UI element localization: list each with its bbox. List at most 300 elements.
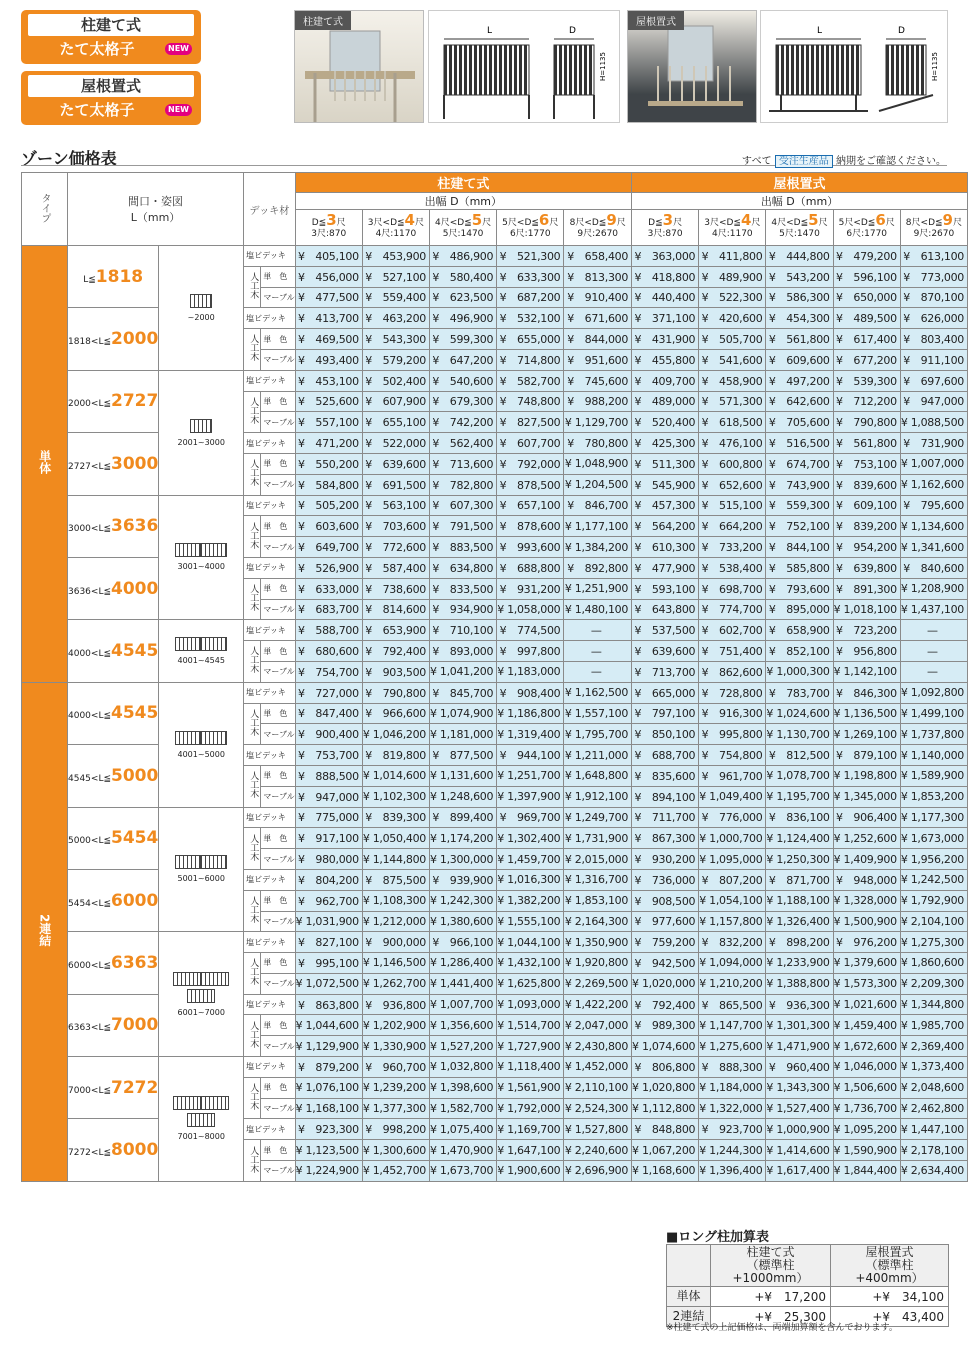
price-cell: ¥ 2,110,100	[564, 1077, 632, 1098]
price-cell: ¥ 607,700	[497, 433, 564, 454]
price-cell: ¥ 710,100	[430, 620, 497, 641]
deck-type-label: 塩ビデッキ	[244, 807, 296, 828]
frontage-number: 5454	[111, 828, 159, 849]
frontage-prefix: 7000<L≦	[68, 1085, 112, 1096]
price-cell: ¥ 1,075,400	[430, 1119, 497, 1140]
price-cell: ¥ 1,095,000	[699, 849, 766, 870]
svg-text:L: L	[487, 26, 493, 36]
price-cell: ¥ 733,200	[699, 537, 766, 558]
price-cell: ¥ 582,700	[497, 370, 564, 391]
price-cell: ¥ 1,452,000	[564, 1057, 632, 1078]
price-cell: —	[564, 661, 632, 682]
price-cell: ¥ 1,072,500	[295, 973, 362, 994]
frontage-label	[68, 682, 159, 744]
price-cell: ¥ 1,582,700	[430, 1098, 497, 1119]
fence-panel-icon	[187, 989, 215, 1003]
deck-subtype-label: 単 色	[261, 828, 295, 849]
price-cell: ¥ 845,700	[430, 682, 497, 703]
frontage-label	[68, 1057, 159, 1119]
table-row	[22, 807, 968, 828]
price-cell: ¥ 1,044,600	[295, 1015, 362, 1036]
price-cell: ¥ 911,100	[900, 349, 967, 370]
price-cell: ¥ 966,100	[430, 932, 497, 953]
price-cell: ¥ 522,300	[699, 287, 766, 308]
price-cell: ¥ 522,000	[362, 433, 429, 454]
price-cell: ¥ 782,800	[430, 474, 497, 495]
product-badge-post	[21, 10, 201, 64]
price-cell: ¥ 1,345,000	[833, 786, 900, 807]
frontage-number: 8000	[111, 1140, 159, 1161]
price-cell: ¥ 1,095,200	[833, 1119, 900, 1140]
svg-text:H=1135: H=1135	[599, 52, 607, 81]
price-cell: ¥ 1,054,100	[699, 890, 766, 911]
price-cell: ¥ 2,015,000	[564, 849, 632, 870]
price-cell: ¥ 691,500	[362, 474, 429, 495]
price-cell: ¥ 934,900	[430, 599, 497, 620]
price-cell: ¥ 603,600	[295, 516, 362, 537]
fence-panel-icon	[175, 637, 201, 651]
price-cell: ¥ 363,000	[632, 246, 699, 267]
price-cell: ¥ 561,800	[766, 329, 833, 350]
price-cell: ¥ 2,209,300	[900, 973, 967, 994]
price-cell: ¥ 819,800	[362, 745, 429, 766]
price-cell: ¥ 2,696,900	[564, 1161, 632, 1182]
deck-type-label: 塩ビデッキ	[244, 1119, 296, 1140]
price-cell: ¥ 906,400	[833, 807, 900, 828]
price-cell: ¥ 471,200	[295, 433, 362, 454]
deck-subtype-label: マーブル	[261, 1098, 295, 1119]
price-cell: ¥ 916,300	[699, 703, 766, 724]
price-cell: ¥ 1,736,700	[833, 1098, 900, 1119]
deck-type-text: 人工木	[248, 958, 259, 986]
price-cell: ¥ 563,100	[362, 495, 429, 516]
type-label: 単体	[37, 450, 52, 475]
price-cell: ¥ 752,100	[766, 516, 833, 537]
price-cell: ¥ 456,000	[295, 266, 362, 287]
price-cell: ¥ 997,800	[497, 641, 564, 662]
frontage-label	[68, 557, 159, 619]
diagram-caption: 5001~6000	[177, 874, 225, 884]
price-cell: ¥ 626,000	[900, 308, 967, 329]
price-cell: ¥ 1,094,000	[699, 953, 766, 974]
price-cell: ¥ 1,074,600	[632, 1036, 699, 1057]
fence-diagram-icon	[190, 298, 212, 311]
price-cell: ¥ 1,168,600	[632, 1161, 699, 1182]
deck-type-text: 人工木	[248, 334, 259, 362]
deck-type-label	[244, 641, 261, 683]
price-cell: ¥ 609,100	[833, 495, 900, 516]
price-cell: ¥ 1,527,400	[766, 1098, 833, 1119]
price-cell: ¥ 1,480,100	[564, 599, 632, 620]
deck-type-text: 人工木	[248, 272, 259, 300]
footnote: ※柱建て式の上記価格は、両端加算額を含んでおります。	[666, 1323, 898, 1333]
price-cell: ¥ 698,700	[699, 578, 766, 599]
frontage-prefix: 4000<L≦	[68, 649, 112, 660]
price-cell: ¥ 588,700	[295, 620, 362, 641]
price-cell: ¥ 908,500	[632, 890, 699, 911]
price-cell: ¥ 655,000	[497, 329, 564, 350]
table-row	[22, 682, 968, 703]
deck-type-text: 人工木	[248, 459, 259, 487]
price-cell: ¥ 792,400	[362, 641, 429, 662]
price-cell: ¥ 976,200	[833, 932, 900, 953]
price-cell: ¥ 1,181,000	[430, 724, 497, 745]
price-cell: ¥ 1,617,400	[766, 1161, 833, 1182]
frontage-prefix: 6000<L≦	[68, 960, 112, 971]
price-cell: ¥ 2,524,300	[564, 1098, 632, 1119]
price-cell: ¥ 1,441,400	[430, 973, 497, 994]
price-cell: ¥ 643,800	[632, 599, 699, 620]
frontage-header: 間口・姿図 L（mm）	[68, 173, 244, 246]
price-cell: ¥ 671,600	[564, 308, 632, 329]
price-cell: ¥ 697,600	[900, 370, 967, 391]
type-single-cell	[22, 246, 68, 683]
price-cell: ¥ 1,452,700	[362, 1161, 429, 1182]
price-cell: ¥ 599,300	[430, 329, 497, 350]
frontage-diagram	[159, 495, 244, 620]
price-cell: ¥ 839,300	[362, 807, 429, 828]
depth-sub: 5尺:1470	[442, 229, 484, 239]
price-cell: ¥ 1,262,700	[362, 973, 429, 994]
price-cell: ¥ 847,400	[295, 703, 362, 724]
price-cell: ¥ 1,647,100	[497, 1140, 564, 1161]
price-cell: ¥ 1,249,700	[564, 807, 632, 828]
deck-type-label	[244, 329, 261, 371]
price-cell: ¥ 557,100	[295, 412, 362, 433]
price-cell: ¥ 942,500	[632, 953, 699, 974]
frontage-number: 4000	[111, 578, 159, 599]
price-cell: ¥ 1,269,100	[833, 724, 900, 745]
price-cell: ¥ 989,300	[632, 1015, 699, 1036]
badge-title: 柱建て式	[28, 14, 194, 36]
depth-col-header	[833, 210, 900, 246]
table-row	[22, 370, 968, 391]
frontage-label	[68, 994, 159, 1056]
price-cell: ¥ 703,600	[362, 516, 429, 537]
price-cell: ¥ 1,300,600	[362, 1140, 429, 1161]
diagram-roof	[760, 10, 948, 123]
deck-subtype-label: マーブル	[261, 1036, 295, 1057]
deck-type-label	[244, 953, 261, 995]
price-cell: ¥ 1,384,200	[564, 537, 632, 558]
order-note: すべて 受注生産品 納期をご確認ください。	[741, 156, 946, 167]
fence-panel-icon	[175, 731, 201, 745]
price-cell: ¥ 2,047,000	[564, 1015, 632, 1036]
col-post-header: 柱建て式 （標準柱+1000mm）	[711, 1245, 831, 1287]
price-cell: ¥ 1,447,100	[900, 1119, 967, 1140]
depth-sub: 5尺:1470	[779, 229, 820, 239]
depth-number: 6	[538, 211, 550, 229]
price-cell: ¥ 2,430,800	[564, 1036, 632, 1057]
fence-panel-icon	[201, 855, 227, 869]
price-cell: ¥ 846,700	[564, 495, 632, 516]
price-cell: ¥ 1,459,700	[497, 849, 564, 870]
price-cell: ¥ 1,162,600	[900, 474, 967, 495]
price-cell: ¥ 745,600	[564, 370, 632, 391]
price-cell: ¥ 680,600	[295, 641, 362, 662]
price-cell: ¥ 634,800	[430, 557, 497, 578]
price-cell: ¥ 1,186,800	[497, 703, 564, 724]
price-cell: ¥ 759,200	[632, 932, 699, 953]
depth-prefix: D≦	[311, 218, 327, 228]
diagram-caption: 3001~4000	[177, 562, 225, 572]
price-cell: ¥ 1,198,800	[833, 765, 900, 786]
table-row	[22, 246, 968, 267]
price-cell: ¥ 895,000	[766, 599, 833, 620]
price-cell: ¥ 607,900	[362, 391, 429, 412]
price-cell: ¥ 2,269,500	[564, 973, 632, 994]
price-cell: ¥ 883,500	[430, 537, 497, 558]
frontage-prefix: 6363<L≦	[68, 1023, 112, 1034]
depth-number: 5	[471, 211, 483, 229]
price-cell: ¥ 1,242,500	[900, 869, 967, 890]
price-cell: ¥ 1,251,700	[497, 765, 564, 786]
diagram-caption: 6001~7000	[177, 1007, 225, 1017]
deck-type-text: 人工木	[248, 771, 259, 799]
price-cell: ¥ 827,100	[295, 932, 362, 953]
price-cell: ¥ 413,700	[295, 308, 362, 329]
price-cell: ¥ 1,912,100	[564, 786, 632, 807]
price-cell: ¥ 1,499,100	[900, 703, 967, 724]
price-cell: ¥ 2,634,400	[900, 1161, 967, 1182]
price-cell: ¥ 1,211,000	[564, 745, 632, 766]
depth-prefix: 4尺<D≦	[434, 218, 472, 228]
price-cell: ¥ 639,600	[362, 453, 429, 474]
price-cell: ¥ 1,625,800	[497, 973, 564, 994]
price-cell: ¥ 1,195,700	[766, 786, 833, 807]
price-cell: ¥ 966,600	[362, 703, 429, 724]
deck-type-label: 塩ビデッキ	[244, 745, 296, 766]
price-cell: +¥ 43,400	[831, 1307, 949, 1327]
frontage-number: 1818	[95, 266, 144, 287]
price-cell: ¥ 795,600	[900, 495, 967, 516]
price-cell: ¥ 1,174,200	[430, 828, 497, 849]
frontage-label	[68, 1119, 159, 1181]
frontage-number: 2727	[111, 391, 159, 412]
price-cell: ¥ 455,800	[632, 349, 699, 370]
deck-type-label: 塩ビデッキ	[244, 557, 296, 578]
price-cell: ¥ 827,500	[497, 412, 564, 433]
price-cell: ¥ 712,200	[833, 391, 900, 412]
deck-subtype-label: 単 色	[261, 703, 295, 724]
fence-panel-icon	[190, 419, 212, 433]
price-cell: ¥ 1,118,400	[497, 1057, 564, 1078]
frontage-number: 3636	[111, 516, 159, 537]
price-cell: ¥ 1,673,000	[900, 828, 967, 849]
price-cell: ¥ 839,200	[833, 516, 900, 537]
price-cell: ¥ 440,400	[632, 287, 699, 308]
price-cell: ¥ 793,600	[766, 578, 833, 599]
price-cell: ¥ 923,300	[295, 1119, 362, 1140]
price-cell: ¥ 1,414,600	[766, 1140, 833, 1161]
price-cell: ¥ 647,200	[430, 349, 497, 370]
depth-sub: 3尺:870	[311, 229, 347, 239]
frontage-prefix: 7272<L≦	[68, 1148, 112, 1159]
price-cell: ¥ 806,800	[632, 1057, 699, 1078]
price-cell: ¥ 993,600	[497, 537, 564, 558]
frontage-prefix: L≦	[83, 274, 96, 285]
product-photo-post	[294, 10, 424, 123]
frontage-prefix: 1818<L≦	[68, 337, 112, 348]
price-cell: ¥ 1,188,100	[766, 890, 833, 911]
price-cell: ¥ 602,700	[699, 620, 766, 641]
price-cell: ¥ 674,700	[766, 453, 833, 474]
price-cell: ¥ 665,000	[632, 682, 699, 703]
price-cell: ¥ 1,350,900	[564, 932, 632, 953]
price-cell: ¥ 664,200	[699, 516, 766, 537]
zone-price-table	[21, 172, 968, 1182]
deck-type-label: 塩ビデッキ	[244, 495, 296, 516]
fence-panel-icon	[201, 637, 227, 651]
price-cell: ¥ 502,400	[362, 370, 429, 391]
price-cell: ¥ 526,900	[295, 557, 362, 578]
deck-type-text: 人工木	[248, 896, 259, 923]
depth-number: 9	[942, 211, 953, 229]
price-cell: ¥ 496,900	[430, 308, 497, 329]
price-cell: ¥ 1,343,300	[766, 1077, 833, 1098]
price-cell: ¥ 639,600	[632, 641, 699, 662]
price-cell: ¥ 420,600	[699, 308, 766, 329]
diagram-post	[428, 10, 620, 123]
deck-subtype-label: 単 色	[261, 1140, 295, 1161]
price-cell: ¥ 1,388,800	[766, 973, 833, 994]
frontage-number: 7000	[111, 1015, 159, 1036]
price-cell: ¥ 1,673,700	[430, 1161, 497, 1182]
price-cell: ¥ 804,200	[295, 869, 362, 890]
fence-panel-icon	[173, 1096, 201, 1110]
price-cell: ¥ 679,300	[430, 391, 497, 412]
price-cell: ¥ 865,500	[699, 994, 766, 1015]
price-cell: ¥ 1,007,000	[900, 453, 967, 474]
price-cell: ¥ 995,800	[699, 724, 766, 745]
price-cell: ¥ 776,000	[699, 807, 766, 828]
price-cell: ¥ 736,000	[632, 869, 699, 890]
frontage-diagram	[159, 246, 244, 371]
price-cell: ¥ 1,031,900	[295, 911, 362, 932]
price-cell: ¥ 980,000	[295, 849, 362, 870]
fence-diagram-icon	[175, 859, 227, 872]
price-cell: ¥ 600,800	[699, 453, 766, 474]
price-cell: ¥ 1,129,700	[564, 412, 632, 433]
deck-type-label	[244, 1015, 261, 1057]
deck-subtype-label: 単 色	[261, 1015, 295, 1036]
price-cell: ¥ 1,007,700	[430, 994, 497, 1015]
price-cell: ¥ 1,471,900	[766, 1036, 833, 1057]
frontage-number: 6363	[111, 952, 159, 973]
price-cell: ¥ 1,380,600	[430, 911, 497, 932]
frontage-label	[68, 246, 159, 308]
price-cell: ¥ 538,400	[699, 557, 766, 578]
frontage-diagram	[159, 682, 244, 807]
price-cell: ¥ 543,200	[766, 266, 833, 287]
price-cell: ¥ 1,459,400	[833, 1015, 900, 1036]
price-cell: ¥ 586,300	[766, 287, 833, 308]
price-cell: ¥ 892,800	[564, 557, 632, 578]
deck-type-text: 人工木	[248, 521, 259, 549]
price-cell: ¥ 1,300,000	[430, 849, 497, 870]
price-cell: ¥ 1,409,900	[833, 849, 900, 870]
price-cell: ¥ 1,248,600	[430, 786, 497, 807]
frontage-label	[68, 433, 159, 495]
price-cell: ¥ 910,400	[564, 287, 632, 308]
price-cell: ¥ 1,557,100	[564, 703, 632, 724]
price-cell: ¥ 1,208,900	[900, 578, 967, 599]
price-cell: ¥ 879,100	[833, 745, 900, 766]
price-cell: ¥ 773,000	[900, 266, 967, 287]
price-cell: ¥ 1,356,600	[430, 1015, 497, 1036]
depth-suffix: 尺	[414, 218, 424, 228]
price-cell: ¥ 754,800	[699, 745, 766, 766]
price-cell: —	[564, 641, 632, 662]
price-cell: ¥ 1,242,300	[430, 890, 497, 911]
frontage-prefix: 3000<L≦	[68, 524, 112, 535]
price-cell: ¥ 813,300	[564, 266, 632, 287]
deck-type-label: 塩ビデッキ	[244, 932, 296, 953]
price-cell: ¥ 540,600	[430, 370, 497, 391]
deck-subtype-label: マーブル	[261, 724, 295, 745]
price-cell: —	[900, 661, 967, 682]
price-cell: ¥ 1,177,300	[900, 807, 967, 828]
price-cell: ¥ 617,400	[833, 329, 900, 350]
deck-type-text: 人工木	[248, 646, 259, 674]
price-cell: ¥ 431,900	[632, 329, 699, 350]
frontage-number: 3000	[111, 453, 159, 474]
price-cell: ¥ 727,000	[295, 682, 362, 703]
price-cell: ¥ 511,300	[632, 453, 699, 474]
price-cell: ¥ 1,146,500	[362, 953, 429, 974]
price-cell: ¥ 1,202,900	[362, 1015, 429, 1036]
depth-prefix: D≦	[648, 218, 663, 228]
price-cell: ¥ 917,100	[295, 828, 362, 849]
price-cell: ¥ 633,000	[295, 578, 362, 599]
price-cell: ¥ 888,500	[295, 765, 362, 786]
depth-number: 3	[326, 211, 337, 229]
price-cell: ¥ 479,200	[833, 246, 900, 267]
deck-subtype-label: 単 色	[261, 765, 295, 786]
frontage-label	[68, 932, 159, 994]
fence-panel-icon	[201, 972, 229, 986]
depth-sub: 4尺:1170	[711, 229, 753, 239]
price-cell: ¥ 571,300	[699, 391, 766, 412]
fence-diagram-icon	[173, 1100, 229, 1130]
deck-subtype-label: マーブル	[261, 1161, 295, 1182]
deck-subtype-label: 単 色	[261, 391, 295, 412]
deck-type-text: 人工木	[248, 1020, 259, 1048]
type-double-cell	[22, 682, 68, 1181]
price-cell: ¥ 1,123,500	[295, 1140, 362, 1161]
price-cell: ¥ 1,286,400	[430, 953, 497, 974]
deck-type-label: 塩ビデッキ	[244, 370, 296, 391]
price-cell: ¥ 650,000	[833, 287, 900, 308]
depth-suffix: 尺	[616, 218, 626, 228]
price-cell: ¥ 742,200	[430, 412, 497, 433]
frontage-number: 7272	[111, 1077, 159, 1098]
fence-panel-icon	[201, 543, 227, 557]
price-cell: ¥ 607,300	[430, 495, 497, 516]
price-cell: ¥ 738,600	[362, 578, 429, 599]
frontage-prefix: 4000<L≦	[68, 711, 112, 722]
fence-panel-icon	[175, 543, 201, 557]
depth-col-header	[564, 210, 632, 246]
frontage-prefix: 5000<L≦	[68, 836, 112, 847]
price-cell: ¥ 792,000	[497, 453, 564, 474]
price-cell: ¥ 683,700	[295, 599, 362, 620]
price-cell: ¥ 688,700	[632, 745, 699, 766]
price-cell: ¥ 545,900	[632, 474, 699, 495]
price-cell: ¥ 954,200	[833, 537, 900, 558]
deck-subtype-label: マーブル	[261, 786, 295, 807]
price-cell: ¥ 948,000	[833, 869, 900, 890]
